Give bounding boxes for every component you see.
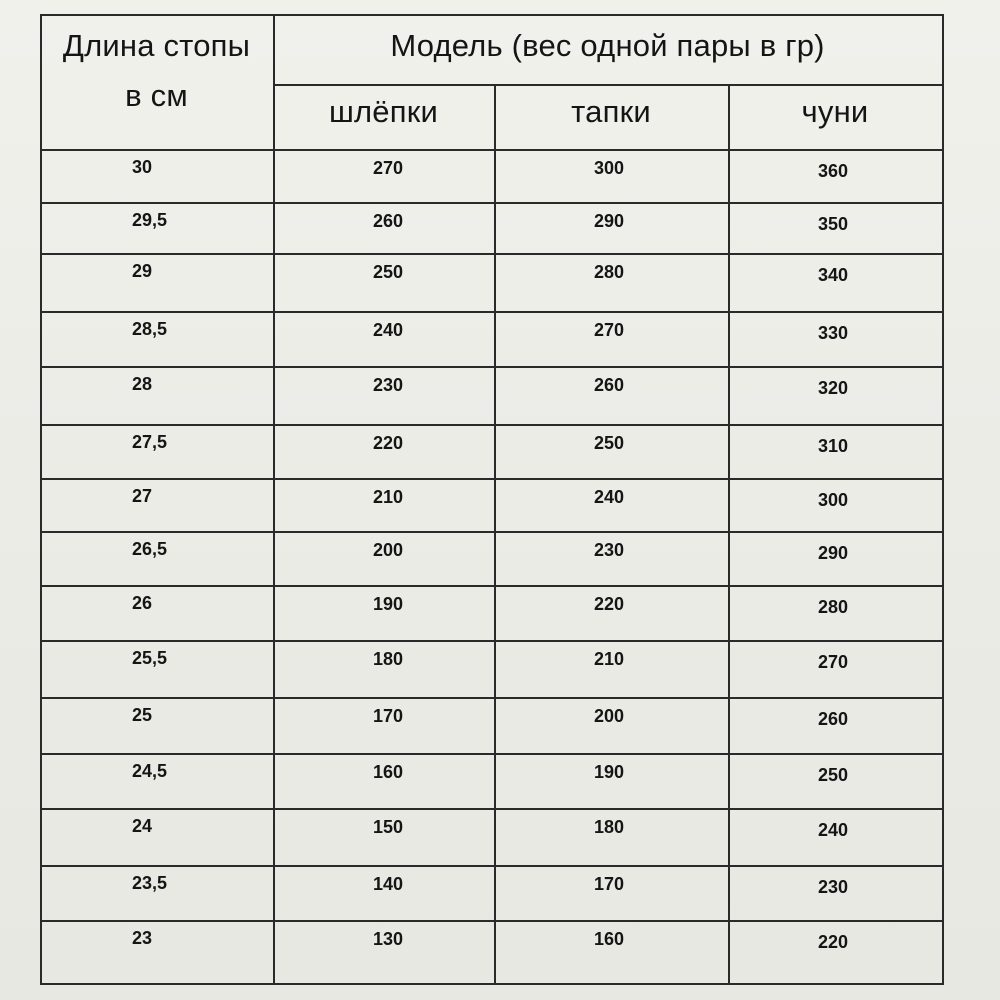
foot-length-value: 25 bbox=[132, 705, 153, 725]
row-divider bbox=[40, 311, 944, 313]
row-divider bbox=[40, 531, 944, 533]
weight-value: 160 bbox=[372, 762, 404, 782]
foot-length-value: 23,5 bbox=[132, 873, 168, 893]
weight-value: 270 bbox=[372, 158, 404, 178]
weight-value: 290 bbox=[817, 543, 849, 563]
row-divider bbox=[40, 478, 944, 480]
weight-value: 130 bbox=[372, 929, 404, 949]
foot-length-value: 25,5 bbox=[132, 648, 168, 668]
weight-value: 250 bbox=[817, 765, 849, 785]
weight-value: 230 bbox=[593, 540, 625, 560]
weight-value: 260 bbox=[593, 375, 625, 395]
weight-value: 300 bbox=[817, 490, 849, 510]
foot-length-value: 30 bbox=[132, 157, 153, 177]
table-right-border bbox=[942, 14, 944, 985]
weight-value: 240 bbox=[817, 820, 849, 840]
weight-value: 330 bbox=[817, 323, 849, 343]
weight-value: 220 bbox=[593, 594, 625, 614]
foot-length-value: 23 bbox=[132, 928, 153, 948]
foot-length-value: 24 bbox=[132, 816, 153, 836]
foot-length-value: 24,5 bbox=[132, 761, 168, 781]
weight-value: 200 bbox=[372, 540, 404, 560]
row-divider bbox=[40, 149, 944, 151]
row-divider bbox=[40, 424, 944, 426]
foot-length-header-line2: в см bbox=[125, 78, 188, 113]
foot-length-value: 26 bbox=[132, 593, 153, 613]
weight-value: 260 bbox=[817, 709, 849, 729]
row-divider bbox=[40, 697, 944, 699]
weight-value: 360 bbox=[817, 161, 849, 181]
weight-value: 230 bbox=[372, 375, 404, 395]
weight-value: 320 bbox=[817, 378, 849, 398]
weight-value: 350 bbox=[817, 214, 849, 234]
weight-value: 220 bbox=[372, 433, 404, 453]
weight-value: 220 bbox=[817, 932, 849, 952]
row-divider bbox=[40, 366, 944, 368]
column-divider bbox=[273, 14, 275, 985]
row-divider bbox=[40, 253, 944, 255]
foot-length-value: 28,5 bbox=[132, 319, 168, 339]
weight-value: 190 bbox=[593, 762, 625, 782]
weight-value: 290 bbox=[593, 211, 625, 231]
weight-value: 280 bbox=[593, 262, 625, 282]
weight-value: 180 bbox=[593, 817, 625, 837]
weight-value: 150 bbox=[372, 817, 404, 837]
weight-value: 140 bbox=[372, 874, 404, 894]
foot-length-value: 27 bbox=[132, 486, 153, 506]
weight-value: 260 bbox=[372, 211, 404, 231]
weight-value: 170 bbox=[593, 874, 625, 894]
table-left-border bbox=[40, 14, 42, 985]
weight-value: 190 bbox=[372, 594, 404, 614]
weight-value: 210 bbox=[593, 649, 625, 669]
weight-value: 200 bbox=[593, 706, 625, 726]
row-divider bbox=[40, 640, 944, 642]
table-top-border bbox=[40, 14, 944, 16]
weight-value: 240 bbox=[593, 487, 625, 507]
weight-value: 230 bbox=[817, 877, 849, 897]
column-divider bbox=[728, 84, 730, 985]
weight-value: 210 bbox=[372, 487, 404, 507]
weight-value: 300 bbox=[593, 158, 625, 178]
column-header-tapki: тапки bbox=[571, 94, 651, 129]
foot-length-value: 29,5 bbox=[132, 210, 168, 230]
row-divider bbox=[40, 920, 944, 922]
weight-value: 340 bbox=[817, 265, 849, 285]
foot-length-header-line1: Длина стопы bbox=[62, 28, 251, 63]
column-header-chuni: чуни bbox=[801, 94, 869, 129]
weight-value: 240 bbox=[372, 320, 404, 340]
row-divider bbox=[40, 865, 944, 867]
column-divider bbox=[494, 84, 496, 985]
column-header-shlepki: шлёпки bbox=[328, 94, 439, 129]
foot-length-value: 29 bbox=[132, 261, 153, 281]
header-divider bbox=[273, 84, 944, 86]
weight-value: 160 bbox=[593, 929, 625, 949]
weight-value: 250 bbox=[593, 433, 625, 453]
row-divider bbox=[40, 202, 944, 204]
foot-length-value: 27,5 bbox=[132, 432, 168, 452]
table-bottom-border bbox=[40, 983, 944, 985]
row-divider bbox=[40, 808, 944, 810]
weight-value: 170 bbox=[372, 706, 404, 726]
weight-value: 270 bbox=[593, 320, 625, 340]
foot-length-value: 26,5 bbox=[132, 539, 168, 559]
weight-value: 310 bbox=[817, 436, 849, 456]
weight-value: 250 bbox=[372, 262, 404, 282]
weight-value: 280 bbox=[817, 597, 849, 617]
row-divider bbox=[40, 753, 944, 755]
weight-value: 180 bbox=[372, 649, 404, 669]
row-divider bbox=[40, 585, 944, 587]
model-group-header: Модель (вес одной пары в гр) bbox=[390, 28, 825, 63]
foot-length-value: 28 bbox=[132, 374, 153, 394]
weight-value: 270 bbox=[817, 652, 849, 672]
